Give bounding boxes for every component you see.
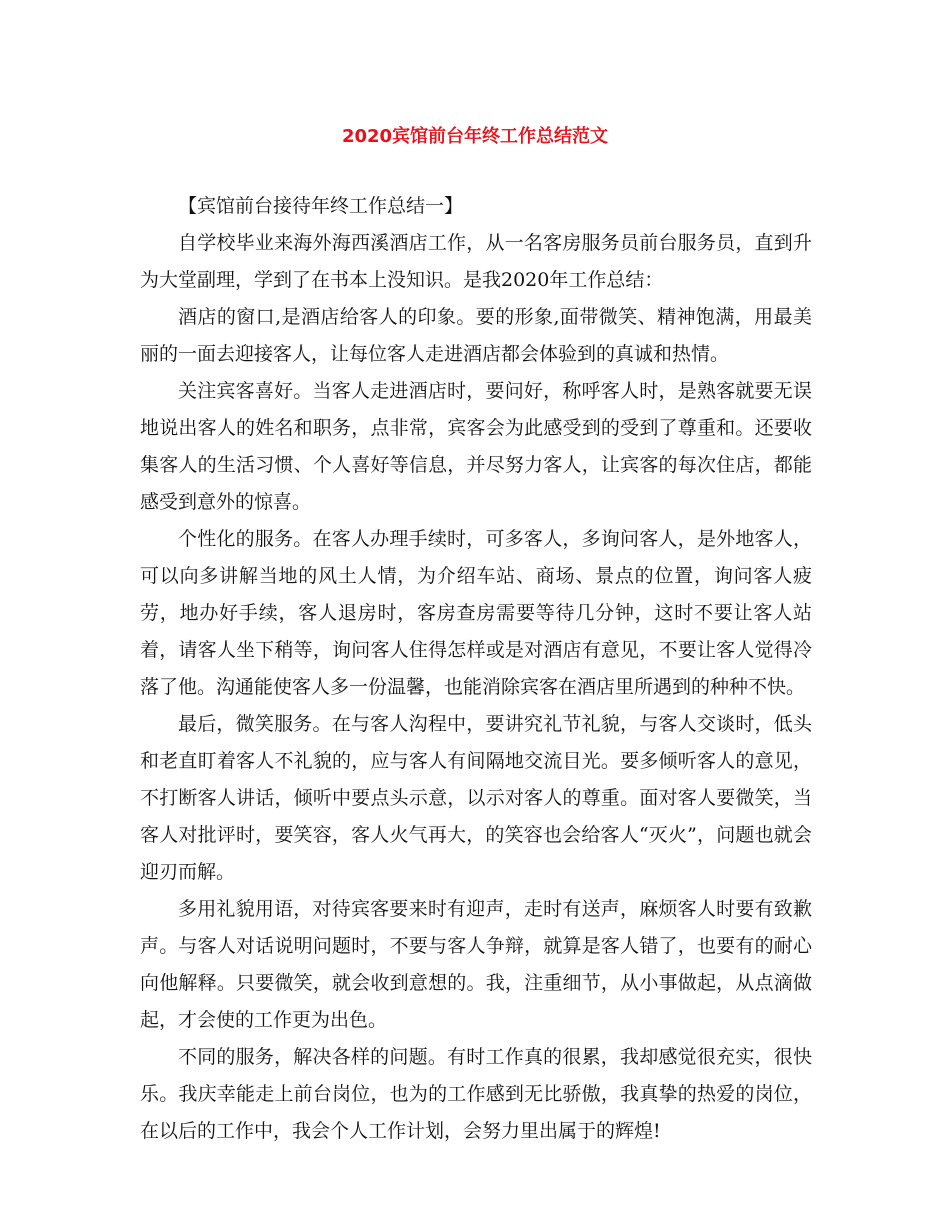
section-heading: 【宾馆前台接待年终工作总结一】 <box>178 195 464 217</box>
document-title: 2020宾馆前台年终工作总结范文 <box>341 126 609 147</box>
paragraph: 自学校毕业来海外海西溪酒店工作，从一名客房服务员前台服务员，直到升为大堂副理，学到了在书本上没知识。是我2020年工作总结： <box>140 232 812 291</box>
paragraph: 关注宾客喜好。当客人走进酒店时，要问好，称呼客人时，是熟客就要无误地说出客人的姓名和职务，点非常，宾客会为此感受到的受到了尊重和。还要收集客人的生活习惯、个人喜好等信息，并尽努力客人，让宾客的每次住店，都能感受到意外的惊喜。 <box>140 380 812 513</box>
paragraph: 最后，微笑服务。在与客人沟程中，要讲究礼节礼貌，与客人交谈时，低头和老直盯着客人不礼貌的，应与客人有间隔地交流目光。要多倾听客人的意见，不打断客人讲话，倾听中要点头示意，以示对客人的尊重。面对客人要微笑，当客人对批评时，要笑容，客人火气再大，的笑容也会给客人“灭火”，问题也就会迎刃而解。 <box>140 713 812 883</box>
document-body <box>140 188 812 1150</box>
paragraph: 不同的服务，解决各样的问题。有时工作真的很累，我却感觉很充实，很快乐。我庆幸能走上前台岗位，也为的工作感到无比骄傲，我真挚的热爱的岗位，在以后的工作中，我会个人工作计划，会努力里出属于的辉煌! <box>140 1046 812 1142</box>
paragraph: 多用礼貌用语，对待宾客要来时有迎声，走时有送声，麻烦客人时要有致歉声。与客人对话说明问题时，不要与客人争辩，就算是客人错了，也要有的耐心向他解释。只要微笑，就会收到意想的。我，注重细节，从小事做起，从点滴做起，才会使的工作更为出色。 <box>140 898 812 1031</box>
paragraph: 个性化的服务。在客人办理手续时，可多客人，多询问客人，是外地客人，可以向多讲解当地的风土人情，为介绍车站、商场、景点的位置，询问客人疲劳，地办好手续，客人退房时，客房查房需要等待几分钟，这时不要让客人站着，请客人坐下稍等，询问客人住得怎样或是对酒店有意见，不要让客人觉得冷落了他。沟通能使客人多一份温馨，也能消除宾客在酒店里所遇到的种种不快。 <box>140 528 812 698</box>
paragraph: 酒店的窗口,是酒店给客人的印象。要的形象,面带微笑、精神饱满，用最美丽的一面去迎接客人，让每位客人走进酒店都会体验到的真诚和热情。 <box>140 306 812 365</box>
